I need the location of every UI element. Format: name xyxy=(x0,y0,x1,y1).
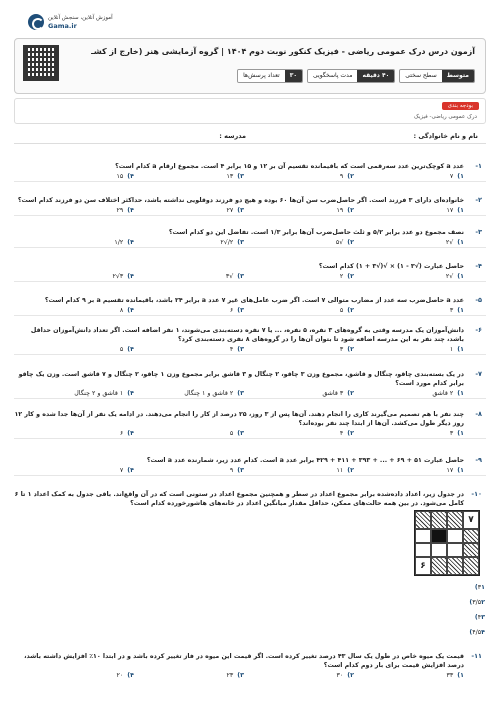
option[interactable]: ۳) ۲۷ xyxy=(226,207,244,214)
question-text: عدد a حاصل‌ضرب سه عدد از مضارب متوالی ۷ است. اگر ضرب عامل‌های غیر ۷ عدد a برابر ۲۴ باشد، باقیمانده تقسیم a بر ۹ کدام است؟ xyxy=(44,297,464,304)
question-text: دانش‌آموزان یک مدرسه وقتی به گروه‌های ۳ نفره، ۵ نفره، ... یا ۷ نفره دسته‌بندی می‌شوند، ۱ نفر اضافه است. اگر تعداد دانش‌آموزان حداقل باشد، چند نفر به این مدرسه اضافه شود تا بتوان آن‌ها را در گروه‌های ۸ نفری دسته‌بندی کرد؟ xyxy=(30,327,464,343)
option[interactable]: ۳/۵۲) xyxy=(469,599,485,606)
section-badge: بودجه بندی xyxy=(442,102,479,110)
question-text: در جدول زیر، اعداد داده‌شده برابر مجموع اعداد در سطر و همچنین مجموع اعداد در ستونی است که در آن واقع‌اند. باقی جدول به کمک اعداد ۱ تا ۶ کامل می‌شود. در بین همه حالت‌های ممکن، حداقل مقدار میانگین اعداد در خانه‌های هاشورخورده کدام است؟ xyxy=(14,491,464,507)
option[interactable]: ۱) √۲ xyxy=(445,273,464,280)
question: ۱۱- قیمت یک میوه خاص در طول یک سال ۴۳ درصد تغییر کرده است. اگر قیمت این میوه در فاز تغییر کرده باشد و در ابتدا ۱۰٪ افزایش داشته باشد، درصد افزایش قیمت برای بار دوم کدام است؟ ۱) ۳۳ ۲) ۳۰ ۳) ۲۳ ۴) ۲۰ xyxy=(14,652,486,679)
option[interactable]: ۲) √۵ xyxy=(335,239,354,246)
hatched-cell xyxy=(463,529,479,543)
grid-given-value: ۶ xyxy=(415,557,431,575)
question-text: حاصل عبارت ۵۱ + ۶۹ + ... + ۳۹۳ + ۴۱۱ + ۴۲۹ برابر عدد a است. کدام عدد زیر، شمارنده عدد a است؟ xyxy=(146,457,464,464)
option[interactable]: ۱) ۳۳ xyxy=(446,672,464,679)
option[interactable]: ۴) ۶ xyxy=(119,430,134,437)
option[interactable]: ۳) ۶ xyxy=(229,307,244,314)
student-info-row xyxy=(14,130,486,144)
stat-question-count: تعداد پرسش‌ها ۳۰ xyxy=(237,69,303,83)
option[interactable]: ۳) √۳ xyxy=(225,273,244,280)
option[interactable]: ۱) ۷ xyxy=(449,173,464,180)
question-text: قیمت یک میوه خاص در طول یک سال ۴۳ درصد تغییر کرده است. اگر قیمت این میوه در فاز تغییر کرده باشد و در ابتدا ۱۰٪ افزایش داشته باشد، درصد افزایش قیمت برای بار دوم کدام است؟ xyxy=(24,653,464,669)
options xyxy=(14,428,486,437)
brand[interactable] xyxy=(28,14,113,30)
hatched-cell xyxy=(463,543,479,557)
option[interactable]: ۳) ۲۳ xyxy=(226,672,244,679)
option[interactable]: ۴) ۱۵ xyxy=(116,173,134,180)
section-subtitle: درک عمومی ریاضی- فیزیک xyxy=(414,114,477,120)
name-label: نام و نام خانوادگی : xyxy=(413,132,478,140)
hatched-cell xyxy=(463,557,479,575)
option[interactable]: ۲) ۱۹ xyxy=(336,207,354,214)
question-text: در یک بسته‌بندی چاقو، چنگال و قاشق، مجموع وزن ۳ چاقو، ۲ چنگال و ۳ قاشق برابر مجموع وزن ۱ چاقو، ۲ چنگال و ۷ قاشق است. وزن یک چاقو برابر کدام مورد است؟ xyxy=(18,371,464,387)
question-text: نصف مجموع دو عدد برابر ۵/۲ و ثلث حاصل‌ضرب آن‌ها برابر ۱/۳ است. تفاضل این دو کدام است؟ xyxy=(168,229,464,236)
option[interactable]: ۴) ۱ قاشق و ۲ چنگال xyxy=(74,390,134,397)
options xyxy=(14,271,486,280)
question: ۲- خانواده‌ای دارای ۳ فرزند است. اگر حاصل‌ضرب سن آن‌ها ۶۰ بوده و هیچ دو فرزند دوقلویی نداشته باشد، حداکثر اختلاف سن دو فرزند کدام است؟ ۱) ۱۷ ۲) ۱۹ ۳) ۲۷ ۴) ۲۹ xyxy=(14,196,486,214)
qr-code-icon[interactable] xyxy=(23,45,59,81)
black-cell xyxy=(431,529,447,543)
gama-logo-icon xyxy=(28,14,44,30)
option[interactable]: ۱) ۳ xyxy=(449,430,464,437)
option[interactable]: ۲) ۳ قاشق xyxy=(322,390,354,397)
question: ۷- در یک بسته‌بندی چاقو، چنگال و قاشق، مجموع وزن ۳ چاقو، ۲ چنگال و ۳ قاشق برابر مجموع وزن ۱ چاقو، ۲ چنگال و ۷ قاشق است. وزن یک چاقو برابر کدام مورد است؟ ۱) ۲ قاشق ۲) ۳ قاشق ۳) ۲ قاشق و ۱ چنگال ۴) ۱ قاشق و ۲ چنگال xyxy=(14,370,486,397)
option[interactable]: ۲) ۹ xyxy=(339,173,354,180)
option[interactable]: ۲) ۳۰ xyxy=(336,672,354,679)
options xyxy=(14,465,486,474)
option[interactable]: ۲) ۲ xyxy=(339,273,354,280)
exam-stats xyxy=(237,69,475,83)
option[interactable]: ۴/۵۴) xyxy=(469,629,485,636)
option[interactable]: ۴) ۵ xyxy=(119,346,134,353)
option[interactable]: ۱) ۳ xyxy=(449,307,464,314)
option[interactable]: ۲) ۱۱ xyxy=(336,467,354,474)
option[interactable]: ۱) ۱ xyxy=(449,346,464,353)
grid-cell xyxy=(447,543,463,557)
question: ۶- دانش‌آموزان یک مدرسه وقتی به گروه‌های ۳ نفره، ۵ نفره، ... یا ۷ نفره دسته‌بندی می‌شوند، ۱ نفر اضافه است. اگر تعداد دانش‌آموزان حداقل باشد، چند نفر به این مدرسه اضافه شود تا بتوان آن‌ها را در گروه‌های ۸ نفری دسته‌بندی کرد؟ ۱) ۱ ۲) ۳ ۳) ۴ ۴) ۵ xyxy=(14,326,486,353)
option[interactable]: ۲) ۴ xyxy=(339,430,354,437)
grid-given-value: ۷ xyxy=(463,511,479,529)
option[interactable]: ۴) ۷ xyxy=(119,467,134,474)
grid-cell xyxy=(431,543,447,557)
option[interactable]: ۳۱) xyxy=(474,584,485,591)
option[interactable]: ۳) ۲/√۲ xyxy=(220,239,244,246)
option[interactable]: ۱) √۲ xyxy=(445,239,464,246)
question-text: حاصل عبارت (√۳ - ۱) × √(√۳ + ۱) کدام است؟ xyxy=(318,263,464,270)
option[interactable]: ۴) ۲۹ xyxy=(116,207,134,214)
stat-duration: مدت پاسخگویی ۴۰ دقیقه xyxy=(307,69,395,83)
option[interactable]: ۲) ۵ xyxy=(339,307,354,314)
options xyxy=(14,670,486,679)
question: ۱- عدد a کوچک‌ترین عدد سه‌رقمی است که باقیمانده تقسیم آن بر ۱۲ و ۱۵ برابر ۴ است. مجموع ارقام a کدام است؟ ۱) ۷ ۲) ۹ ۳) ۱۳ ۴) ۱۵ xyxy=(14,162,486,180)
vertical-options xyxy=(445,584,485,644)
question: ۵- عدد a حاصل‌ضرب سه عدد از مضارب متوالی ۷ است. اگر ضرب عامل‌های غیر ۷ عدد a برابر ۲۴ باشد، باقیمانده تقسیم a بر ۹ کدام است؟ ۱) ۳ ۲) ۵ ۳) ۶ ۴) ۸ xyxy=(14,296,486,314)
options xyxy=(14,237,486,246)
option[interactable]: ۴) ۲۰ xyxy=(116,672,134,679)
option[interactable]: ۳) ۵ xyxy=(229,430,244,437)
exam-title: آزمون درس درک عمومی ریاضی - فیزیک کنکور نوبت دوم ۱۴۰۴ | گروه آزمایشی هنر (خارج از کشـ xyxy=(91,47,475,56)
hatched-cell xyxy=(431,511,447,529)
option[interactable]: ۴) ۸ xyxy=(119,307,134,314)
option[interactable]: ۴۳) xyxy=(474,614,485,621)
question: ۴- حاصل عبارت (√۳ - ۱) × √(√۳ + ۱) کدام است؟ ۱) √۲ ۲) ۲ ۳) √۳ ۴) ۳√۲ xyxy=(14,262,486,280)
option[interactable]: ۳) ۱۳ xyxy=(226,173,244,180)
option[interactable]: ۲) ۳ xyxy=(339,346,354,353)
brand-name: Gama.ir xyxy=(48,22,77,30)
grid-cell xyxy=(447,529,463,543)
options xyxy=(14,344,486,353)
option[interactable]: ۴) ۱/۲ xyxy=(114,239,134,246)
question: ۳- نصف مجموع دو عدد برابر ۵/۲ و ثلث حاصل‌ضرب آن‌ها برابر ۱/۳ است. تفاضل این دو کدام است؟ ۱) √۲ ۲) √۵ ۳) ۲/√۲ ۴) ۱/۲ xyxy=(14,228,486,246)
grid-cell xyxy=(415,529,431,543)
question: ۹- حاصل عبارت ۵۱ + ۶۹ + ... + ۳۹۳ + ۴۱۱ + ۴۲۹ برابر عدد a است. کدام عدد زیر، شمارنده عدد a است؟ ۱) ۱۷ ۲) ۱۱ ۳) ۹ ۴) ۷ xyxy=(14,456,486,474)
question-text: خانواده‌ای دارای ۳ فرزند است. اگر حاصل‌ضرب سن آن‌ها ۶۰ بوده و هیچ دو فرزند دوقلویی نداشته باشد، حداکثر اختلاف سن دو فرزند کدام است؟ xyxy=(17,197,464,204)
option[interactable]: ۳) ۲ قاشق و ۱ چنگال xyxy=(184,390,244,397)
question: ۸- چند نفر با هم تصمیم می‌گیرند کاری را انجام دهند. آن‌ها پس از ۳ روز، ۲۵ درصد از کار را انجام می‌دهند. در ادامه یک نفر از آن‌ها جدا شده و کار ۱۲ روز دیگر طول می‌کشد. آن‌ها از ابتدا چند نفر بوده‌اند؟ ۱) ۳ ۲) ۴ ۳) ۵ ۴) ۶ xyxy=(14,410,486,437)
number-grid xyxy=(414,510,480,576)
option[interactable]: ۴) ۳√۲ xyxy=(112,273,134,280)
options xyxy=(14,305,486,314)
question-text: چند نفر با هم تصمیم می‌گیرند کاری را انجام دهند. آن‌ها پس از ۳ روز، ۲۵ درصد از کار را انجام می‌دهند. در ادامه یک نفر از آن‌ها جدا شده و کار ۱۲ روز دیگر طول می‌کشد. آن‌ها از ابتدا چند نفر بوده‌اند؟ xyxy=(14,411,464,427)
option[interactable]: ۱) ۱۷ xyxy=(446,467,464,474)
hatched-cell xyxy=(447,557,463,575)
question: ۱۰- در جدول زیر، اعداد داده‌شده برابر مجموع اعداد در سطر و همچنین مجموع اعداد در ستونی است که در آن واقع‌اند. باقی جدول به کمک اعداد ۱ تا ۶ کامل می‌شود. در بین همه حالت‌های ممکن، حداقل مقدار میانگین اعداد در خانه‌های هاشورخورده کدام است؟ xyxy=(14,490,486,508)
stat-difficulty: سطح سختی متوسط xyxy=(399,69,475,83)
grid-cell xyxy=(415,543,431,557)
options xyxy=(14,171,486,180)
options xyxy=(14,205,486,214)
option[interactable]: ۳) ۴ xyxy=(229,346,244,353)
brand-tagline: آموزش آنلاین، سنجش آنلاین xyxy=(48,15,113,21)
hatched-cell xyxy=(447,511,463,529)
hatched-cell xyxy=(415,511,431,529)
school-label: مدرسه : xyxy=(219,132,246,140)
option[interactable]: ۳) ۹ xyxy=(229,467,244,474)
option[interactable]: ۱) ۲ قاشق xyxy=(432,390,464,397)
option[interactable]: ۱) ۱۷ xyxy=(446,207,464,214)
question-text: عدد a کوچک‌ترین عدد سه‌رقمی است که باقیمانده تقسیم آن بر ۱۲ و ۱۵ برابر ۴ است. مجموع ارقام a کدام است؟ xyxy=(115,163,464,170)
exam-header xyxy=(14,38,486,94)
options xyxy=(14,388,486,397)
hatched-cell xyxy=(431,557,447,575)
budget-section xyxy=(14,98,486,124)
